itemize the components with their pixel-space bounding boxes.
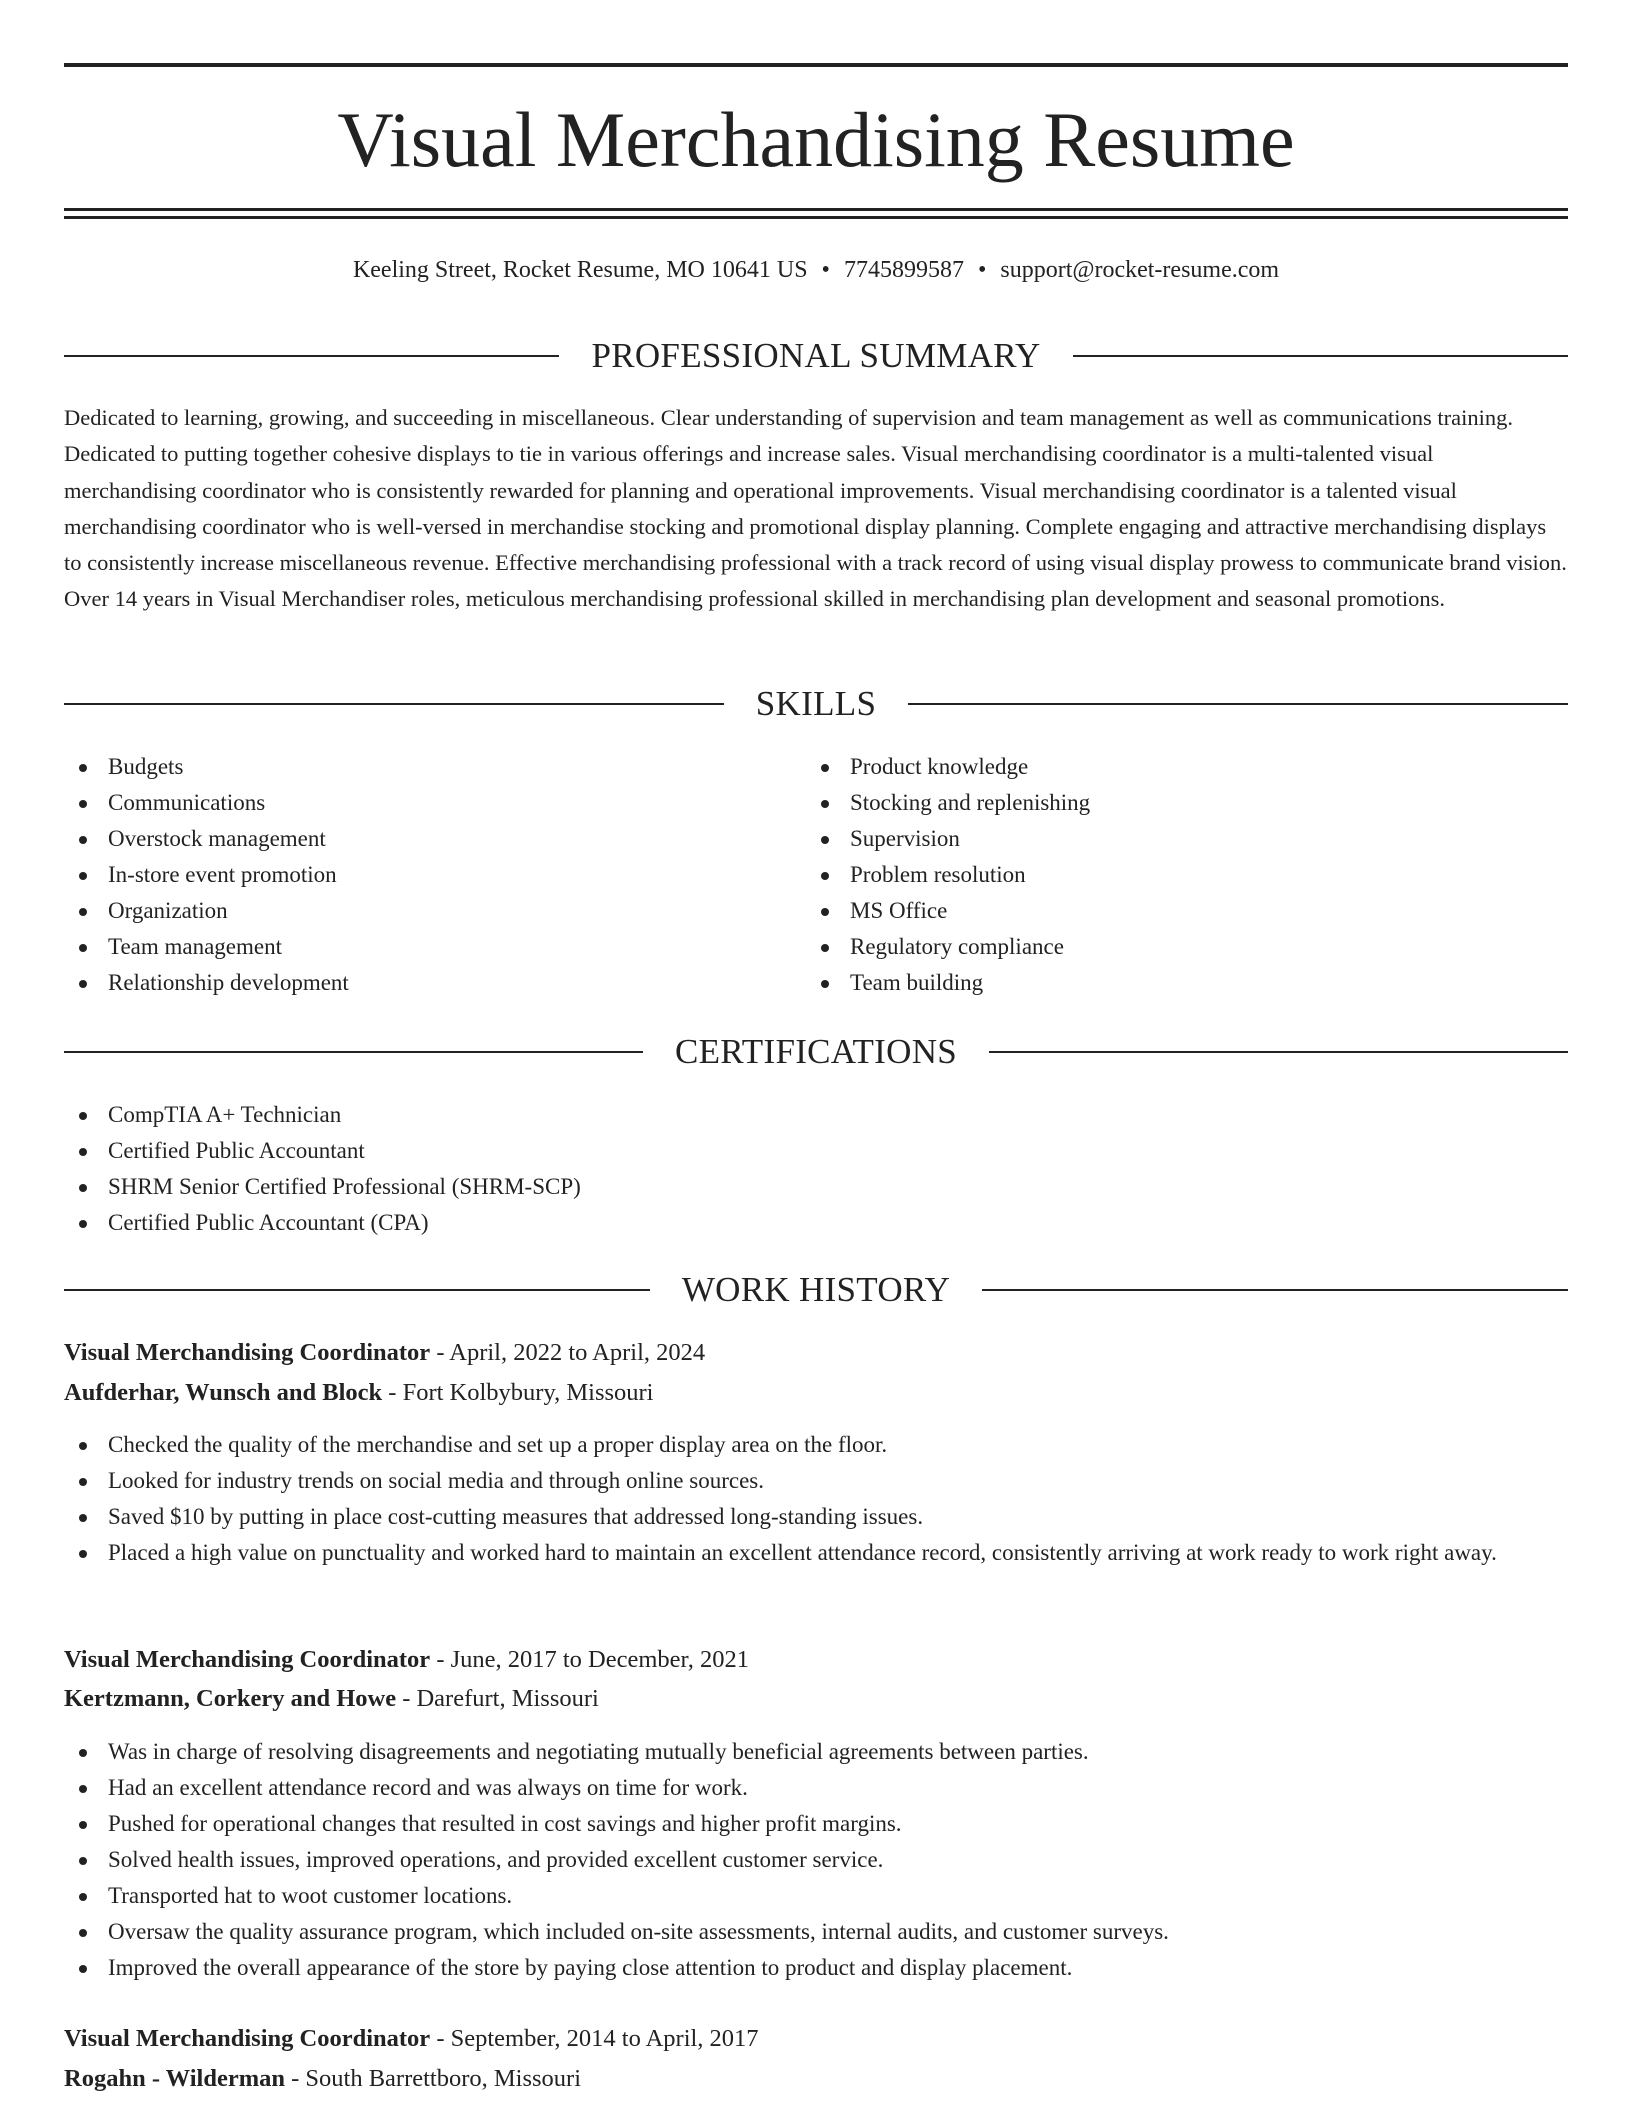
contact-separator: • bbox=[821, 257, 830, 283]
skill-item: Team management bbox=[64, 929, 764, 965]
certification-item: Certified Public Accountant bbox=[64, 1133, 1568, 1169]
job-title-line bbox=[64, 1641, 1568, 1679]
job-location: - Darefurt, Missouri bbox=[396, 1685, 599, 1712]
skill-item: Stocking and replenishing bbox=[806, 785, 1506, 821]
job-dates: - April, 2022 to April, 2024 bbox=[430, 1339, 706, 1366]
skill-item: Overstock management bbox=[64, 821, 764, 857]
heading-rule-left bbox=[64, 355, 559, 357]
skill-item: In-store event promotion bbox=[64, 857, 764, 893]
title-rule-lower bbox=[64, 216, 1568, 219]
job-duty-item: Had an excellent attendance record and was always on time for work. bbox=[64, 1770, 1568, 1806]
job-company: Aufderhar, Wunsch and Block bbox=[64, 1379, 383, 1406]
job-duty-item: Was in charge of resolving disagreements and negotiating mutually beneficial agreements between parties. bbox=[64, 1734, 1568, 1770]
certification-item: Certified Public Accountant (CPA) bbox=[64, 1205, 1568, 1241]
title-rule-upper bbox=[64, 208, 1568, 211]
job-duty-item: Placed a high value on punctuality and worked hard to maintain an excellent attendance record, consistently arriving at work ready to work right away. bbox=[64, 1535, 1568, 1571]
contact-separator: • bbox=[977, 257, 987, 283]
contact-email: support@rocket-resume.com bbox=[1000, 257, 1280, 283]
summary-paragraph: Dedicated to learning, growing, and succeeding in miscellaneous. Clear understanding of supervision and team management as well as communications training. Dedicated to putting together cohesive displays to tie in various offerings and increase sales. Visual merchandising coordinator is a multi-talented visual merchandising coordinator who is consistently rewarded for planning and operational improvements. Visual merchandising coordinator is a talented visual merchandising coordinator who is well-versed in merchandise stocking and promotional display planning. Complete engaging and attractive merchandising displays to consistently increase miscellaneous revenue. Effective merchandising professional with a track record of using visual display prowess to communicate brand vision. Over 14 years in Visual Merchandiser roles, meticulous merchandising professional skilled in merchandising plan development and seasonal promotions. bbox=[64, 405, 1567, 612]
job-title-line bbox=[64, 1334, 1568, 1372]
contact-line bbox=[64, 253, 1568, 287]
section-heading-summary bbox=[64, 336, 1568, 376]
skill-item: Team building bbox=[806, 965, 1506, 1001]
heading-rule-left bbox=[64, 1289, 650, 1291]
job-location: - South Barrettboro, Missouri bbox=[285, 2065, 582, 2092]
job-company: Rogahn - Wilderman bbox=[64, 2065, 285, 2092]
job-title: Visual Merchandising Coordinator bbox=[64, 2025, 431, 2052]
skill-item: Regulatory compliance bbox=[806, 929, 1506, 965]
contact-phone: 7745899587 bbox=[843, 257, 964, 283]
job-duty-item: Pushed for operational changes that resulted in cost savings and higher profit margins. bbox=[64, 1806, 1568, 1842]
skill-item: Communications bbox=[64, 785, 764, 821]
heading-rule-right bbox=[982, 1289, 1568, 1291]
heading-rule-right bbox=[908, 703, 1568, 705]
job-duty-item: Transported hat to woot customer locations. bbox=[64, 1878, 1568, 1914]
heading-rule-left bbox=[64, 703, 724, 705]
section-heading-certifications bbox=[64, 1032, 1568, 1072]
top-rule bbox=[64, 63, 1568, 67]
job-company-line bbox=[64, 1680, 1568, 1718]
job-title-line bbox=[64, 2020, 1568, 2058]
section-title: CERTIFICATIONS bbox=[674, 1032, 958, 1071]
skill-item: Budgets bbox=[64, 749, 764, 785]
job-duties-list bbox=[64, 1427, 1568, 1571]
job-title: Visual Merchandising Coordinator bbox=[64, 1646, 431, 1673]
job-duty-item: Saved $10 by putting in place cost-cutting measures that addressed long-standing issues. bbox=[64, 1499, 1568, 1535]
heading-rule-left bbox=[64, 1051, 643, 1053]
skill-item: Relationship development bbox=[64, 965, 764, 1001]
skill-item: Organization bbox=[64, 893, 764, 929]
heading-rule-right bbox=[1073, 355, 1568, 357]
job-duties-list bbox=[64, 1734, 1568, 1986]
job-duty-item: Oversaw the quality assurance program, which included on-site assessments, internal audits, and customer surveys. bbox=[64, 1914, 1568, 1950]
section-title: WORK HISTORY bbox=[681, 1270, 951, 1309]
certification-item: CompTIA A+ Technician bbox=[64, 1097, 1568, 1133]
section-heading-work-history bbox=[64, 1270, 1568, 1310]
skill-item: Supervision bbox=[806, 821, 1506, 857]
section-heading-skills bbox=[64, 684, 1568, 724]
section-title: PROFESSIONAL SUMMARY bbox=[591, 336, 1041, 375]
skills-list-left bbox=[64, 749, 764, 1001]
job-duty-item: Looked for industry trends on social media and through online sources. bbox=[64, 1463, 1568, 1499]
resume-title: Visual Merchandising Resume bbox=[337, 96, 1295, 183]
job-company-line bbox=[64, 1374, 1568, 1412]
certification-item: SHRM Senior Certified Professional (SHRM-SCP) bbox=[64, 1169, 1568, 1205]
job-dates: - June, 2017 to December, 2021 bbox=[430, 1646, 749, 1673]
skill-item: Product knowledge bbox=[806, 749, 1506, 785]
section-title: SKILLS bbox=[755, 684, 877, 723]
job-duty-item: Improved the overall appearance of the store by paying close attention to product and display placement. bbox=[64, 1950, 1568, 1986]
skills-list-right bbox=[806, 749, 1506, 1001]
heading-rule-right bbox=[989, 1051, 1568, 1053]
job-title: Visual Merchandising Coordinator bbox=[64, 1339, 431, 1366]
job-company-line bbox=[64, 2060, 1568, 2098]
job-company: Kertzmann, Corkery and Howe bbox=[64, 1685, 397, 1712]
certifications-list bbox=[64, 1097, 1568, 1241]
job-duty-item: Solved health issues, improved operations, and provided excellent customer service. bbox=[64, 1842, 1568, 1878]
job-dates: - September, 2014 to April, 2017 bbox=[430, 2025, 759, 2052]
job-duty-item: Checked the quality of the merchandise and set up a proper display area on the floor. bbox=[64, 1427, 1568, 1463]
contact-address: Keeling Street, Rocket Resume, MO 10641 US bbox=[352, 257, 808, 283]
job-location: - Fort Kolbybury, Missouri bbox=[382, 1379, 654, 1406]
skill-item: Problem resolution bbox=[806, 857, 1506, 893]
skill-item: MS Office bbox=[806, 893, 1506, 929]
